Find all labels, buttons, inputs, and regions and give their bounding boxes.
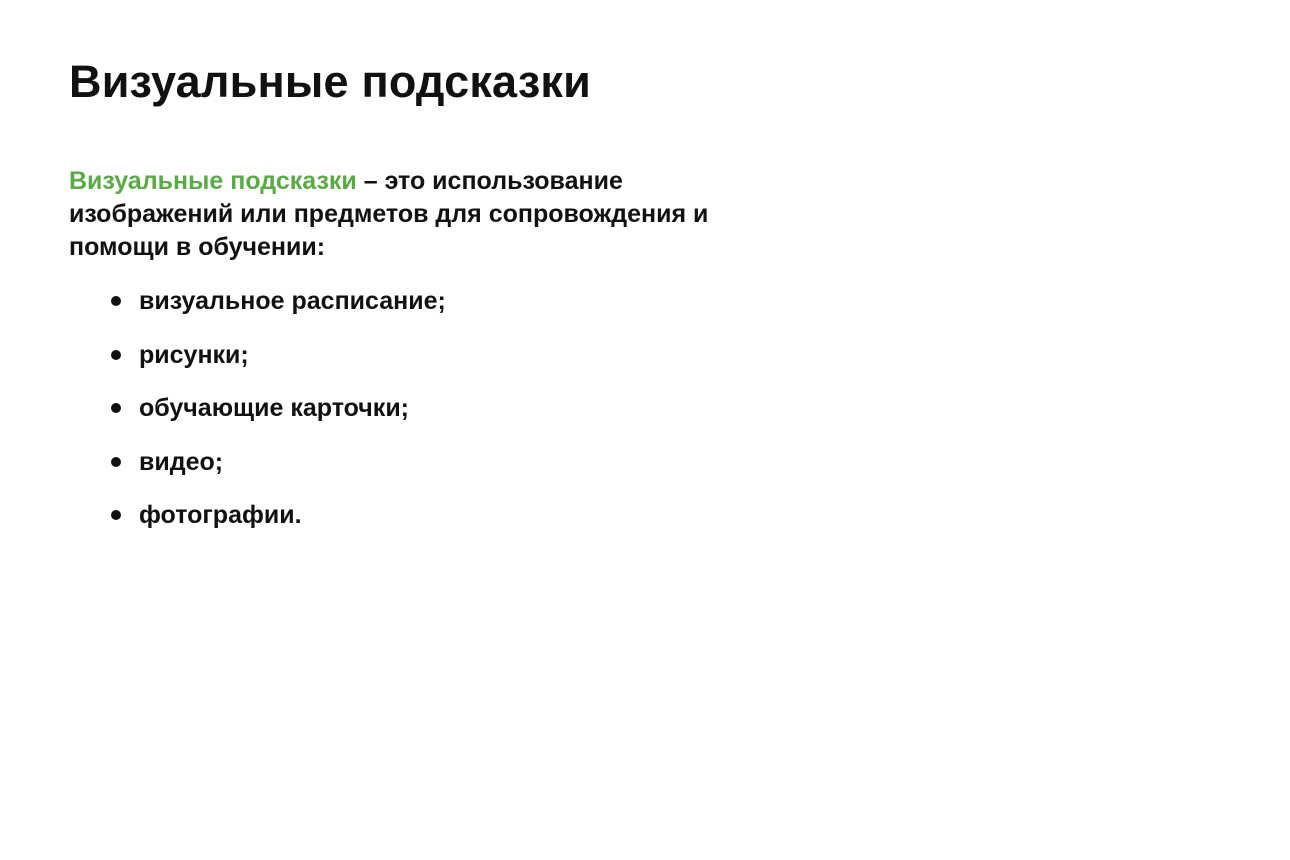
bullet-icon	[111, 296, 121, 306]
list-item	[69, 392, 446, 446]
bullet-list	[69, 285, 446, 553]
bullet-icon	[111, 457, 121, 467]
list-item-text: видео;	[139, 447, 224, 476]
bullet-icon	[111, 403, 121, 413]
slide-title: Визуальные подсказки	[69, 56, 591, 107]
list-item-text: фотографии.	[139, 501, 302, 529]
intro-paragraph	[69, 165, 709, 264]
list-item	[69, 499, 446, 553]
list-item-text: обучающие карточки;	[139, 394, 410, 422]
bullet-icon	[111, 510, 121, 520]
list-item	[69, 339, 446, 393]
list-item-text: визуальное расписание;	[139, 287, 446, 315]
list-item	[69, 285, 446, 339]
highlighted-term: Визуальные подсказки	[69, 167, 357, 195]
bullet-icon	[111, 350, 121, 360]
list-item-text: рисунки;	[139, 340, 249, 369]
list-item	[69, 446, 446, 500]
intro-text: – это использование изображений или предметов для сопровождения и помощи в обучении:	[69, 167, 709, 261]
